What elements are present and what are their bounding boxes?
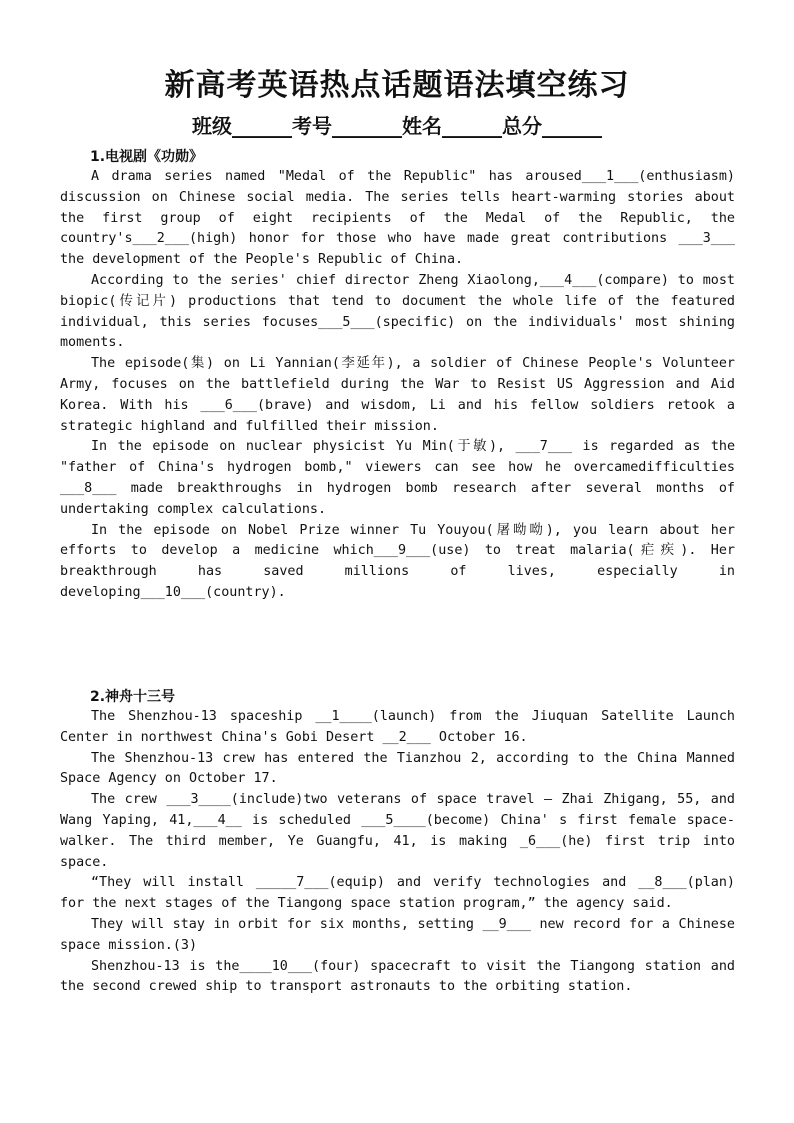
section-shenzhou-13	[60, 687, 735, 998]
paragraph: “They will install _____7___(equip) and verify technologies and __8___(plan) for the next stages of the Tiangong space station program,” the agency said.	[60, 875, 735, 912]
page-title: 新高考英语热点话题语法填空练习	[164, 68, 630, 103]
paragraph: They will stay in orbit for six months, setting __9___ new record for a Chinese space mission.(3)	[60, 916, 735, 953]
section-heading: 2.神舟十三号	[90, 689, 176, 705]
section-medal-of-republic	[60, 147, 735, 604]
paragraph: The episode(集) on Li Yannian(李延年), a soldier of Chinese People's Volunteer Army, focuses on the battlefield during the War to Resist US Aggression and Aid Korea. With his ___6___(brave) and wisdom, Li and his fellow soldiers retook a strategic highland and fulfilled their mission.	[60, 356, 735, 434]
paragraph: The Shenzhou-13 spaceship __1____(launch) from the Jiuquan Satellite Launch Center in northwest China's Gobi Desert __2___ October 16.	[60, 709, 735, 745]
paragraph: In the episode on nuclear physicist Yu Min(于敏), ___7___ is regarded as the "father of China's hydrogen bomb," viewers can see how he overcamedifficulties ___8___ made breakthroughs in hydrogen bomb research after several months of undertaking complex calculations.	[60, 439, 735, 517]
paragraph: Shenzhou-13 is the____10___(four) spacecraft to visit the Tiangong station and the second crewed ship to transport astronauts to the orbiting station.	[60, 958, 735, 995]
paragraph: In the episode on Nobel Prize winner Tu Youyou(屠呦呦), you learn about her efforts to develop a medicine which___9___(use) to treat malaria(疟疾). Her breakthrough has saved millions of lives, especially in developing___10___(country).	[60, 522, 735, 600]
section-heading: 1.电视剧《功勋》	[90, 149, 204, 165]
paragraph: The crew ___3____(include)two veterans of space travel — Zhai Zhigang, 55, and Wang Yaping, 41,___4__ is scheduled ___5____(become) China' s first female space-walker. The third member, Ye Guangfu, 41, is making _6___(he) first trip into space.	[60, 792, 735, 870]
paragraph: A drama series named "Medal of the Republic" has aroused___1___(enthusiasm) discussion on Chinese social media. The series tells heart-warming stories about the first group of eight recipients of the Medal of the Republic, the country's___2___(high) honor for those who have made great contributions ___3___ the development of the People's Republic of China.	[60, 169, 735, 268]
paragraph: According to the series' chief director Zheng Xiaolong,___4___(compare) to most biopic(传记片) productions that tend to document the whole life of the featured individual, this series focuses___5___(specific) on the individuals' most shining moments.	[60, 272, 735, 351]
paragraph: The Shenzhou-13 crew has entered the Tianzhou 2, according to the China Manned Space Agency on October 17.	[60, 750, 735, 787]
student-info-line: 班级______考号_______姓名______总分______	[192, 114, 602, 138]
